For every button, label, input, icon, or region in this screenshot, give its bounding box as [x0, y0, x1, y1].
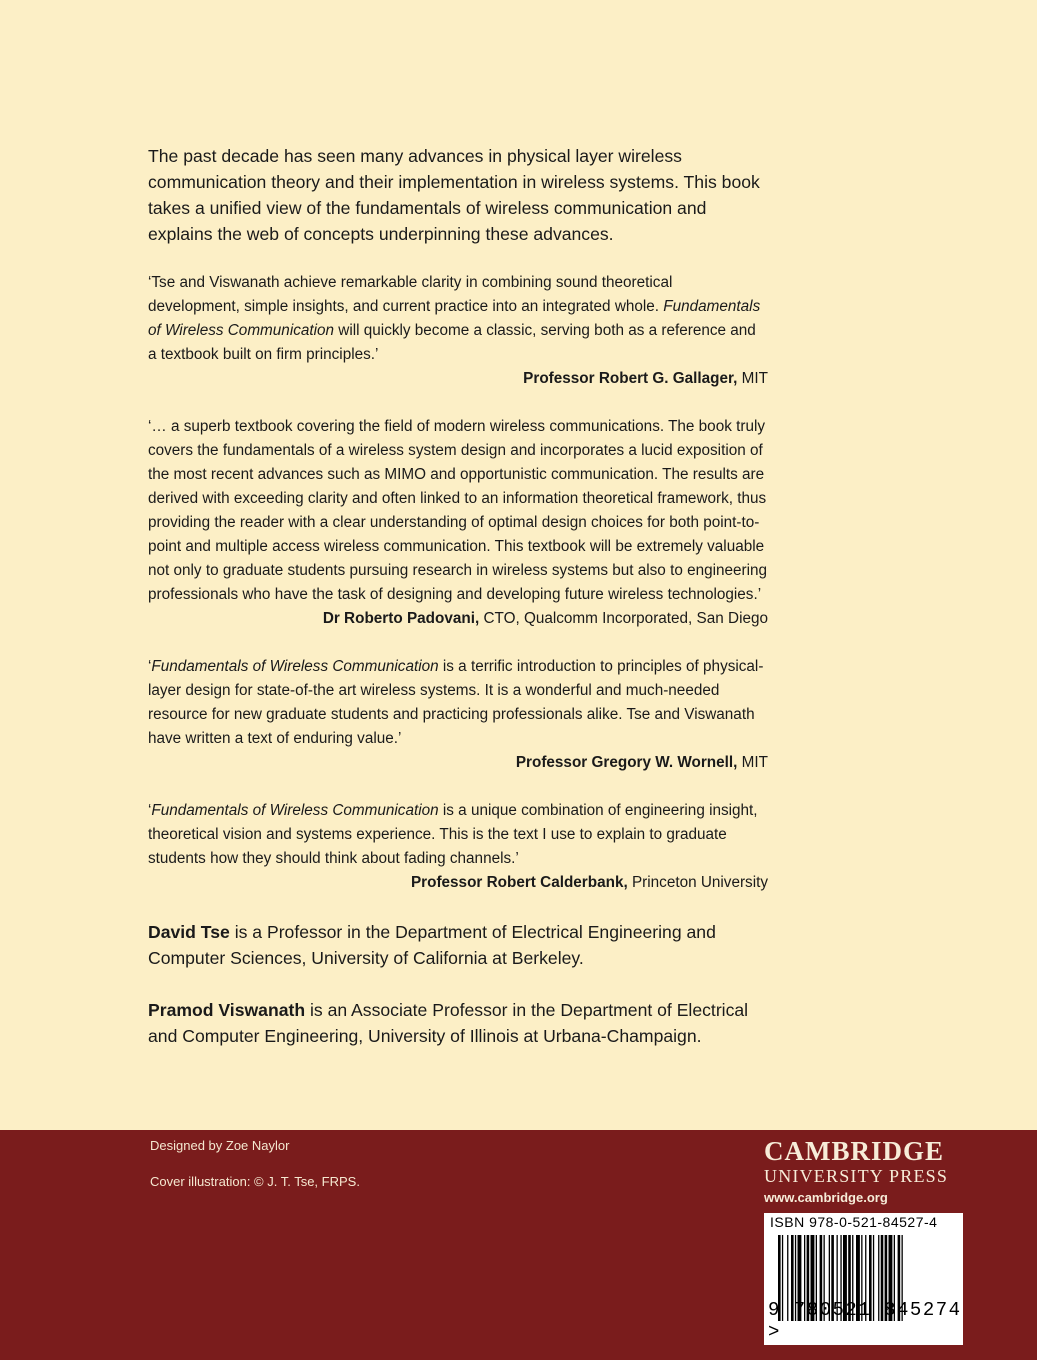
illustration-credit: Cover illustration: © J. T. Tse, FRPS. — [150, 1174, 360, 1189]
publisher-name: CAMBRIDGE — [764, 1136, 945, 1166]
quote-1: ‘Tse and Viswanath achieve remarkable clarity in combining sound theoretical development, simple insights, and current practice into an integrated whole. Fundamentals of Wireless Communication will quickly become a classic, serving both as a reference and a textbook built on firm principles.’ — [148, 274, 761, 363]
isbn-label: ISBN 978-0-521-84527-4 — [770, 1214, 938, 1230]
quote-4: ‘Fundamentals of Wireless Communication is a unique combination of engineering insight, theoretical vision and systems experience. This is the text I use to explain to graduate students how they should think about fading channels.’ — [148, 802, 758, 867]
bio-david-tse: David Tse is a Professor in the Department of Electrical Engineering and Computer Sciences, University of California at Berkeley. — [148, 922, 716, 968]
isbn-digits: 9 780521 845274 > — [768, 1299, 962, 1343]
isbn-barcode — [764, 1213, 963, 1345]
publisher-website[interactable]: www.cambridge.org — [764, 1190, 888, 1205]
intro-paragraph: The past decade has seen many advances in physical layer wireless communication theory and their implementation in wireless systems. This book takes a unified view of the fundamentals of wireless communication and explains the web of concepts underpinning these advances. — [148, 146, 760, 244]
quote-1-attribution: Professor Robert G. Gallager, MIT — [523, 370, 768, 387]
designer-credit: Designed by Zoe Naylor — [150, 1138, 290, 1153]
quote-2: ‘… a superb textbook covering the field of modern wireless communications. The book truly covers the fundamentals of a wireless system design and incorporates a lucid exposition of the most recent advances such as MIMO and opportunistic communication. The results are derived with exceeding clarity and often linked to an information theoretical framework, thus providing the reader with a clear understanding of optimal design choices for both point-to-point and multiple access wireless communication. This textbook will be extremely valuable not only to graduate students pursuing research in wireless systems but also to engineering professionals who have the task of designing and developing future wireless technologies.’ — [148, 418, 768, 603]
quote-2-attribution: Dr Roberto Padovani, CTO, Qualcomm Incorporated, San Diego — [322, 610, 768, 627]
back-cover-text — [148, 143, 768, 1075]
quote-4-attribution: Professor Robert Calderbank, Princeton University — [410, 874, 768, 891]
quote-3: ‘Fundamentals of Wireless Communication is a terrific introduction to principles of physical-layer design for state-of-the art wireless systems. It is a wonderful and much-needed resource for new graduate students and practicing professionals alike. Tse and Viswanath have written a text of enduring value.’ — [148, 658, 764, 747]
publisher-logo — [764, 1136, 964, 1205]
publisher-press: UNIVERSITY PRESS — [764, 1166, 949, 1186]
bio-pramod-viswanath: Pramod Viswanath is an Associate Professor in the Department of Electrical and Computer Engineering, University of Illinois at Urbana-Champaign. — [148, 1000, 749, 1046]
quote-3-attribution: Professor Gregory W. Wornell, MIT — [515, 754, 768, 771]
